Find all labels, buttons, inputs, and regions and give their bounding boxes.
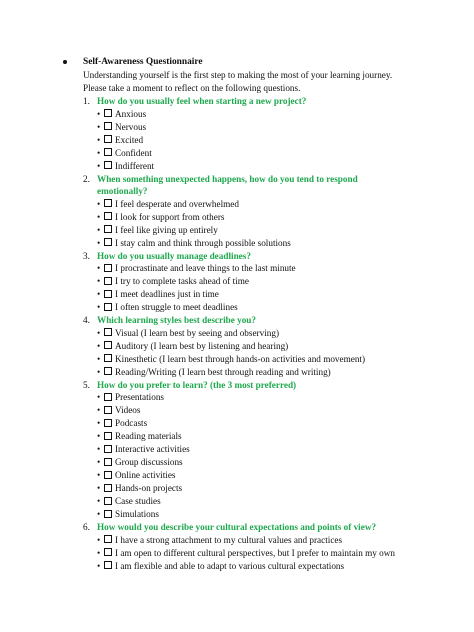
answer-option[interactable]: [97, 121, 423, 134]
answer-option[interactable]: [97, 495, 423, 508]
answer-option[interactable]: [97, 353, 423, 366]
bullet-icon: •: [97, 147, 101, 158]
questionnaire-title: Self-Awareness Questionnaire: [83, 57, 203, 67]
checkbox[interactable]: [104, 432, 112, 440]
option-label: Excited: [115, 134, 144, 145]
answer-option[interactable]: [97, 301, 423, 314]
checkbox[interactable]: [104, 367, 112, 375]
answer-option[interactable]: [97, 404, 423, 417]
option-label: Simulations: [115, 509, 159, 519]
answer-option[interactable]: [97, 443, 423, 456]
answer-option[interactable]: [97, 288, 423, 301]
question-item: [63, 250, 423, 315]
checkbox[interactable]: [104, 225, 112, 233]
bullet-icon: •: [97, 405, 101, 415]
option-list: [97, 262, 423, 314]
bullet-icon: •: [97, 431, 101, 441]
question-item: [63, 95, 423, 173]
bullet-icon: •: [97, 483, 101, 493]
checkbox[interactable]: [104, 510, 112, 518]
bullet-icon: •: [97, 224, 101, 235]
answer-option[interactable]: [97, 560, 423, 573]
question-text: How would you describe your cultural expectations and points of view?: [97, 522, 377, 532]
option-list: [97, 534, 423, 573]
bullet-icon: •: [97, 108, 101, 119]
bullet-icon: •: [97, 276, 101, 286]
bullet-icon: •: [97, 392, 101, 402]
bullet-icon: •: [97, 496, 101, 506]
option-label: Anxious: [115, 108, 147, 119]
answer-option[interactable]: [97, 340, 423, 353]
option-label: Indifferent: [115, 160, 155, 171]
checkbox[interactable]: [104, 406, 112, 414]
question-text: How do you prefer to learn? (the 3 most preferred): [97, 379, 297, 390]
question-item: [63, 173, 423, 250]
checkbox[interactable]: [104, 548, 112, 556]
checkbox[interactable]: [104, 393, 112, 401]
bullet-icon: •: [97, 237, 101, 248]
checkbox[interactable]: [104, 561, 112, 569]
option-label: I stay calm and think through possible solutions: [115, 237, 291, 248]
bullet-icon: •: [97, 211, 101, 222]
option-label: I feel desperate and overwhelmed: [115, 198, 239, 209]
answer-option[interactable]: [97, 508, 423, 521]
answer-option[interactable]: [97, 224, 423, 237]
checkbox[interactable]: [104, 264, 112, 272]
option-label: I look for support from others: [115, 211, 225, 222]
answer-option[interactable]: [97, 482, 423, 495]
option-label: Group discussions: [115, 457, 183, 467]
checkbox[interactable]: [104, 122, 112, 130]
option-label: Confident: [115, 147, 152, 158]
bullet-icon: •: [97, 444, 101, 454]
option-label: I meet deadlines just in time: [115, 289, 219, 299]
option-list: [97, 108, 423, 173]
answer-option[interactable]: [97, 147, 423, 160]
checkbox[interactable]: [104, 445, 112, 453]
checkbox[interactable]: [104, 471, 112, 479]
bullet-icon: •: [97, 560, 101, 571]
intro-paragraph: [63, 69, 423, 95]
bullet-icon: •: [97, 289, 101, 299]
checkbox[interactable]: [104, 290, 112, 298]
answer-option[interactable]: [97, 391, 423, 404]
checkbox[interactable]: [104, 199, 112, 207]
bullet-icon: •: [97, 509, 101, 519]
answer-option[interactable]: [97, 237, 423, 250]
option-label: Reading materials: [115, 431, 182, 441]
checkbox[interactable]: [104, 354, 112, 362]
option-label: I am flexible and able to adapt to various cultural expectations: [115, 560, 345, 571]
question-item: [63, 379, 423, 522]
checkbox[interactable]: [104, 238, 112, 246]
answer-option[interactable]: [97, 534, 423, 547]
question-text: Which learning styles best describe you?: [97, 315, 256, 325]
checkbox[interactable]: [104, 341, 112, 349]
answer-option[interactable]: [97, 198, 423, 211]
answer-option[interactable]: [97, 160, 423, 173]
question-text: When something unexpected happens, how do you tend to respond emotionally?: [97, 173, 358, 196]
answer-option[interactable]: [97, 262, 423, 275]
option-label: Hands-on projects: [115, 483, 183, 493]
option-list: [97, 327, 423, 379]
option-label: I try to complete tasks ahead of time: [115, 276, 249, 286]
question-number: 4.: [83, 315, 90, 325]
option-label: I often struggle to meet deadlines: [115, 302, 238, 312]
option-label: Auditory (I learn best by listening and hearing): [115, 340, 289, 351]
answer-option[interactable]: [97, 430, 423, 443]
checkbox[interactable]: [104, 212, 112, 220]
question-item: [63, 521, 423, 573]
option-list: [97, 391, 423, 521]
option-label: Nervous: [115, 121, 147, 132]
answer-option[interactable]: [97, 134, 423, 147]
option-label: Interactive activities: [115, 444, 190, 454]
bullet-icon: •: [97, 340, 101, 351]
checkbox[interactable]: [104, 135, 112, 143]
answer-option[interactable]: [97, 417, 423, 430]
checkbox[interactable]: [104, 303, 112, 311]
title-bullet: [63, 60, 67, 64]
answer-option[interactable]: [97, 366, 423, 379]
bullet-icon: •: [97, 418, 101, 428]
bullet-icon: •: [97, 457, 101, 467]
checkbox[interactable]: [104, 277, 112, 285]
checkbox[interactable]: [104, 419, 112, 427]
checkbox[interactable]: [104, 458, 112, 466]
checkbox[interactable]: [104, 109, 112, 117]
answer-option[interactable]: [97, 456, 423, 469]
answer-option[interactable]: [97, 469, 423, 482]
option-label: Case studies: [115, 496, 161, 506]
question-number: 3.: [83, 250, 90, 261]
title-row: [63, 55, 423, 69]
option-label: Videos: [115, 405, 141, 415]
option-label: Online activities: [115, 470, 176, 480]
checkbox[interactable]: [104, 484, 112, 492]
question-number: 2.: [83, 173, 90, 184]
intro-line: Please take a moment to reflect on the following questions.: [83, 83, 301, 93]
bullet-icon: •: [97, 160, 101, 171]
checkbox[interactable]: [104, 497, 112, 505]
bullet-icon: •: [97, 353, 101, 364]
option-label: I am open to different cultural perspectives, but I prefer to maintain my own: [115, 547, 395, 558]
option-label: Reading/Writing (I learn best through reading and writing): [115, 366, 331, 377]
option-label: Presentations: [115, 392, 164, 402]
checkbox[interactable]: [104, 161, 112, 169]
intro-line: Understanding yourself is the first step to making the most of your learning journey.: [83, 70, 393, 80]
answer-option[interactable]: [97, 275, 423, 288]
questionnaire: [63, 55, 423, 573]
checkbox[interactable]: [104, 535, 112, 543]
question-number: 5.: [83, 379, 90, 390]
bullet-icon: •: [97, 547, 101, 558]
checkbox[interactable]: [104, 328, 112, 336]
option-label: I procrastinate and leave things to the last minute: [115, 263, 296, 273]
question-item: [63, 314, 423, 379]
option-label: Podcasts: [115, 418, 148, 428]
option-label: Kinesthetic (I learn best through hands-on activities and movement): [115, 353, 366, 364]
bullet-icon: •: [97, 366, 101, 377]
question-number: 6.: [83, 522, 90, 532]
bullet-icon: •: [97, 198, 101, 209]
bullet-icon: •: [97, 121, 101, 132]
bullet-icon: •: [97, 134, 101, 145]
answer-option[interactable]: [97, 211, 423, 224]
option-label: I have a strong attachment to my cultural values and practices: [115, 534, 343, 545]
question-text: How do you usually feel when starting a new project?: [97, 96, 307, 106]
checkbox[interactable]: [104, 148, 112, 156]
bullet-icon: •: [97, 263, 101, 273]
option-label: I feel like giving up entirely: [115, 224, 218, 235]
bullet-icon: •: [97, 534, 101, 545]
answer-option[interactable]: [97, 547, 423, 560]
bullet-icon: •: [97, 302, 101, 312]
option-label: Visual (I learn best by seeing and observing): [115, 327, 280, 338]
bullet-icon: •: [97, 470, 101, 480]
question-number: 1.: [83, 96, 90, 106]
answer-option[interactable]: [97, 327, 423, 340]
question-text: How do you usually manage deadlines?: [97, 250, 251, 261]
option-list: [97, 198, 423, 250]
bullet-icon: •: [97, 327, 101, 338]
answer-option[interactable]: [97, 108, 423, 121]
question-list: [63, 95, 423, 573]
